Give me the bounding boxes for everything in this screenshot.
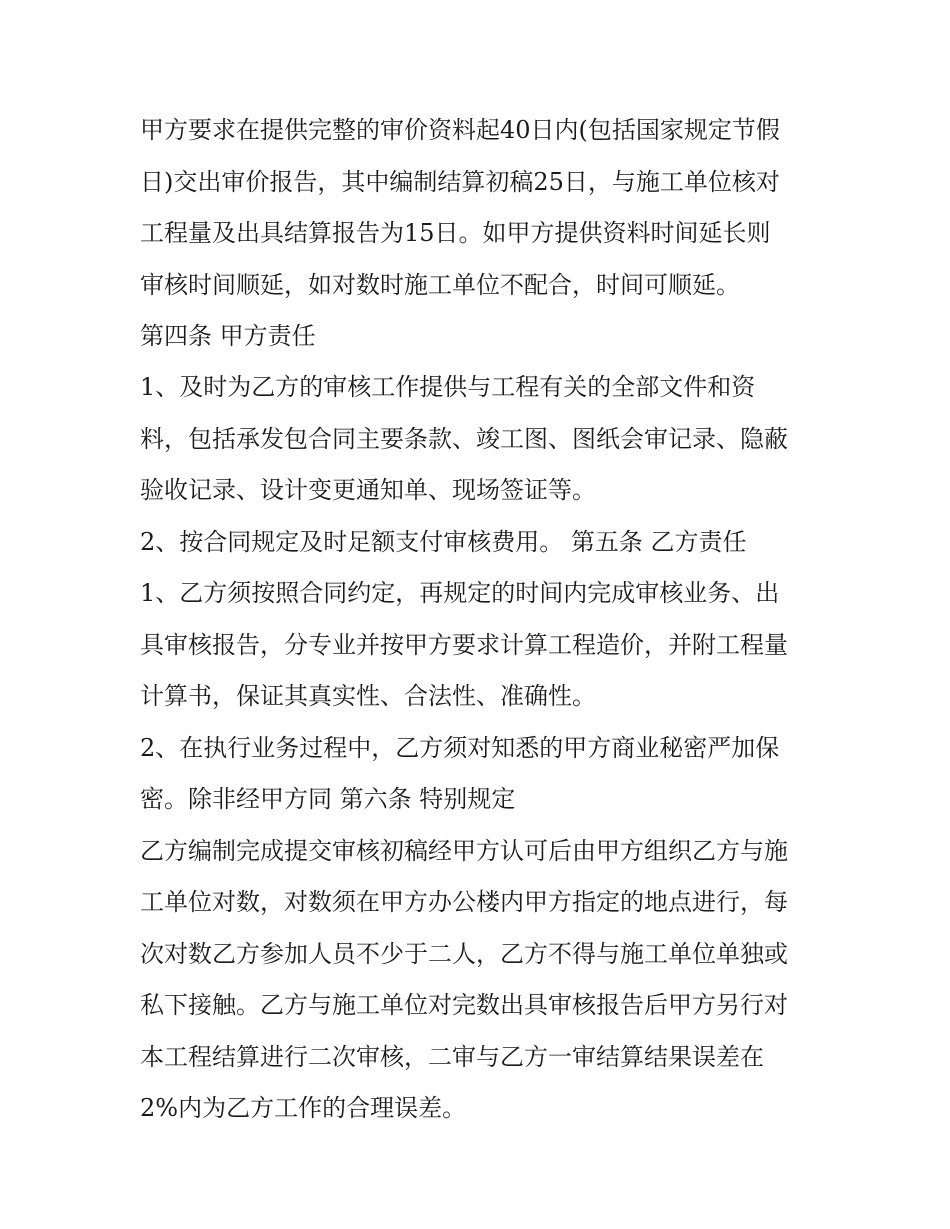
text-line: 审核时间顺延，如对数时施工单位不配合，时间可顺延。	[140, 270, 740, 299]
text-line: 具审核报告，分专业并按甲方要求计算工程造价，并附工程量	[140, 630, 788, 659]
text-line: 计算书，保证其真实性、合法性、准确性。	[140, 682, 596, 710]
text-line: 日)交出审价报告，其中编制结算初稿25日，与施工单位核对	[140, 167, 780, 196]
text-line: 工单位对数，对数须在甲方办公楼内甲方指定的地点进行，每	[140, 888, 788, 916]
section-heading: 第四条 甲方责任	[140, 322, 316, 350]
text-line: 甲方要求在提供完整的审价资料起40日内(包括国家规定节假	[140, 116, 780, 144]
text-line: 1、乙方须按照合同约定，再规定的时间内完成审核业务、出	[140, 579, 780, 607]
text-line: 密。除非经甲方同 第六条 特别规定	[140, 785, 516, 813]
text-line: 2、按合同规定及时足额支付审核费用。 第五条 乙方责任	[140, 527, 747, 556]
document-body	[140, 110, 820, 1140]
text-line: 本工程结算进行二次审核，二审与乙方一审结算结果误差在	[140, 1042, 764, 1071]
text-line: 1、及时为乙方的审核工作提供与工程有关的全部文件和资	[140, 373, 756, 401]
text-line: 2、在执行业务过程中，乙方须对知悉的甲方商业秘密严加保	[140, 733, 780, 762]
text-line: 私下接触。乙方与施工单位对完数出具审核报告后甲方另行对	[140, 991, 788, 1019]
text-line: 料，包括承发包合同主要条款、竣工图、图纸会审记录、隐蔽	[140, 424, 788, 453]
text-line: 2%内为乙方工作的合理误差。	[140, 1094, 467, 1122]
text-line: 乙方编制完成提交审核初稿经甲方认可后由甲方组织乙方与施	[140, 836, 788, 865]
text-line: 次对数乙方参加人员不少于二人，乙方不得与施工单位单独或	[140, 939, 788, 968]
text-line: 工程量及出具结算报告为15日。如甲方提供资料时间延长则	[140, 219, 771, 247]
text-line: 验收记录、设计变更通知单、现场签证等。	[140, 476, 596, 504]
